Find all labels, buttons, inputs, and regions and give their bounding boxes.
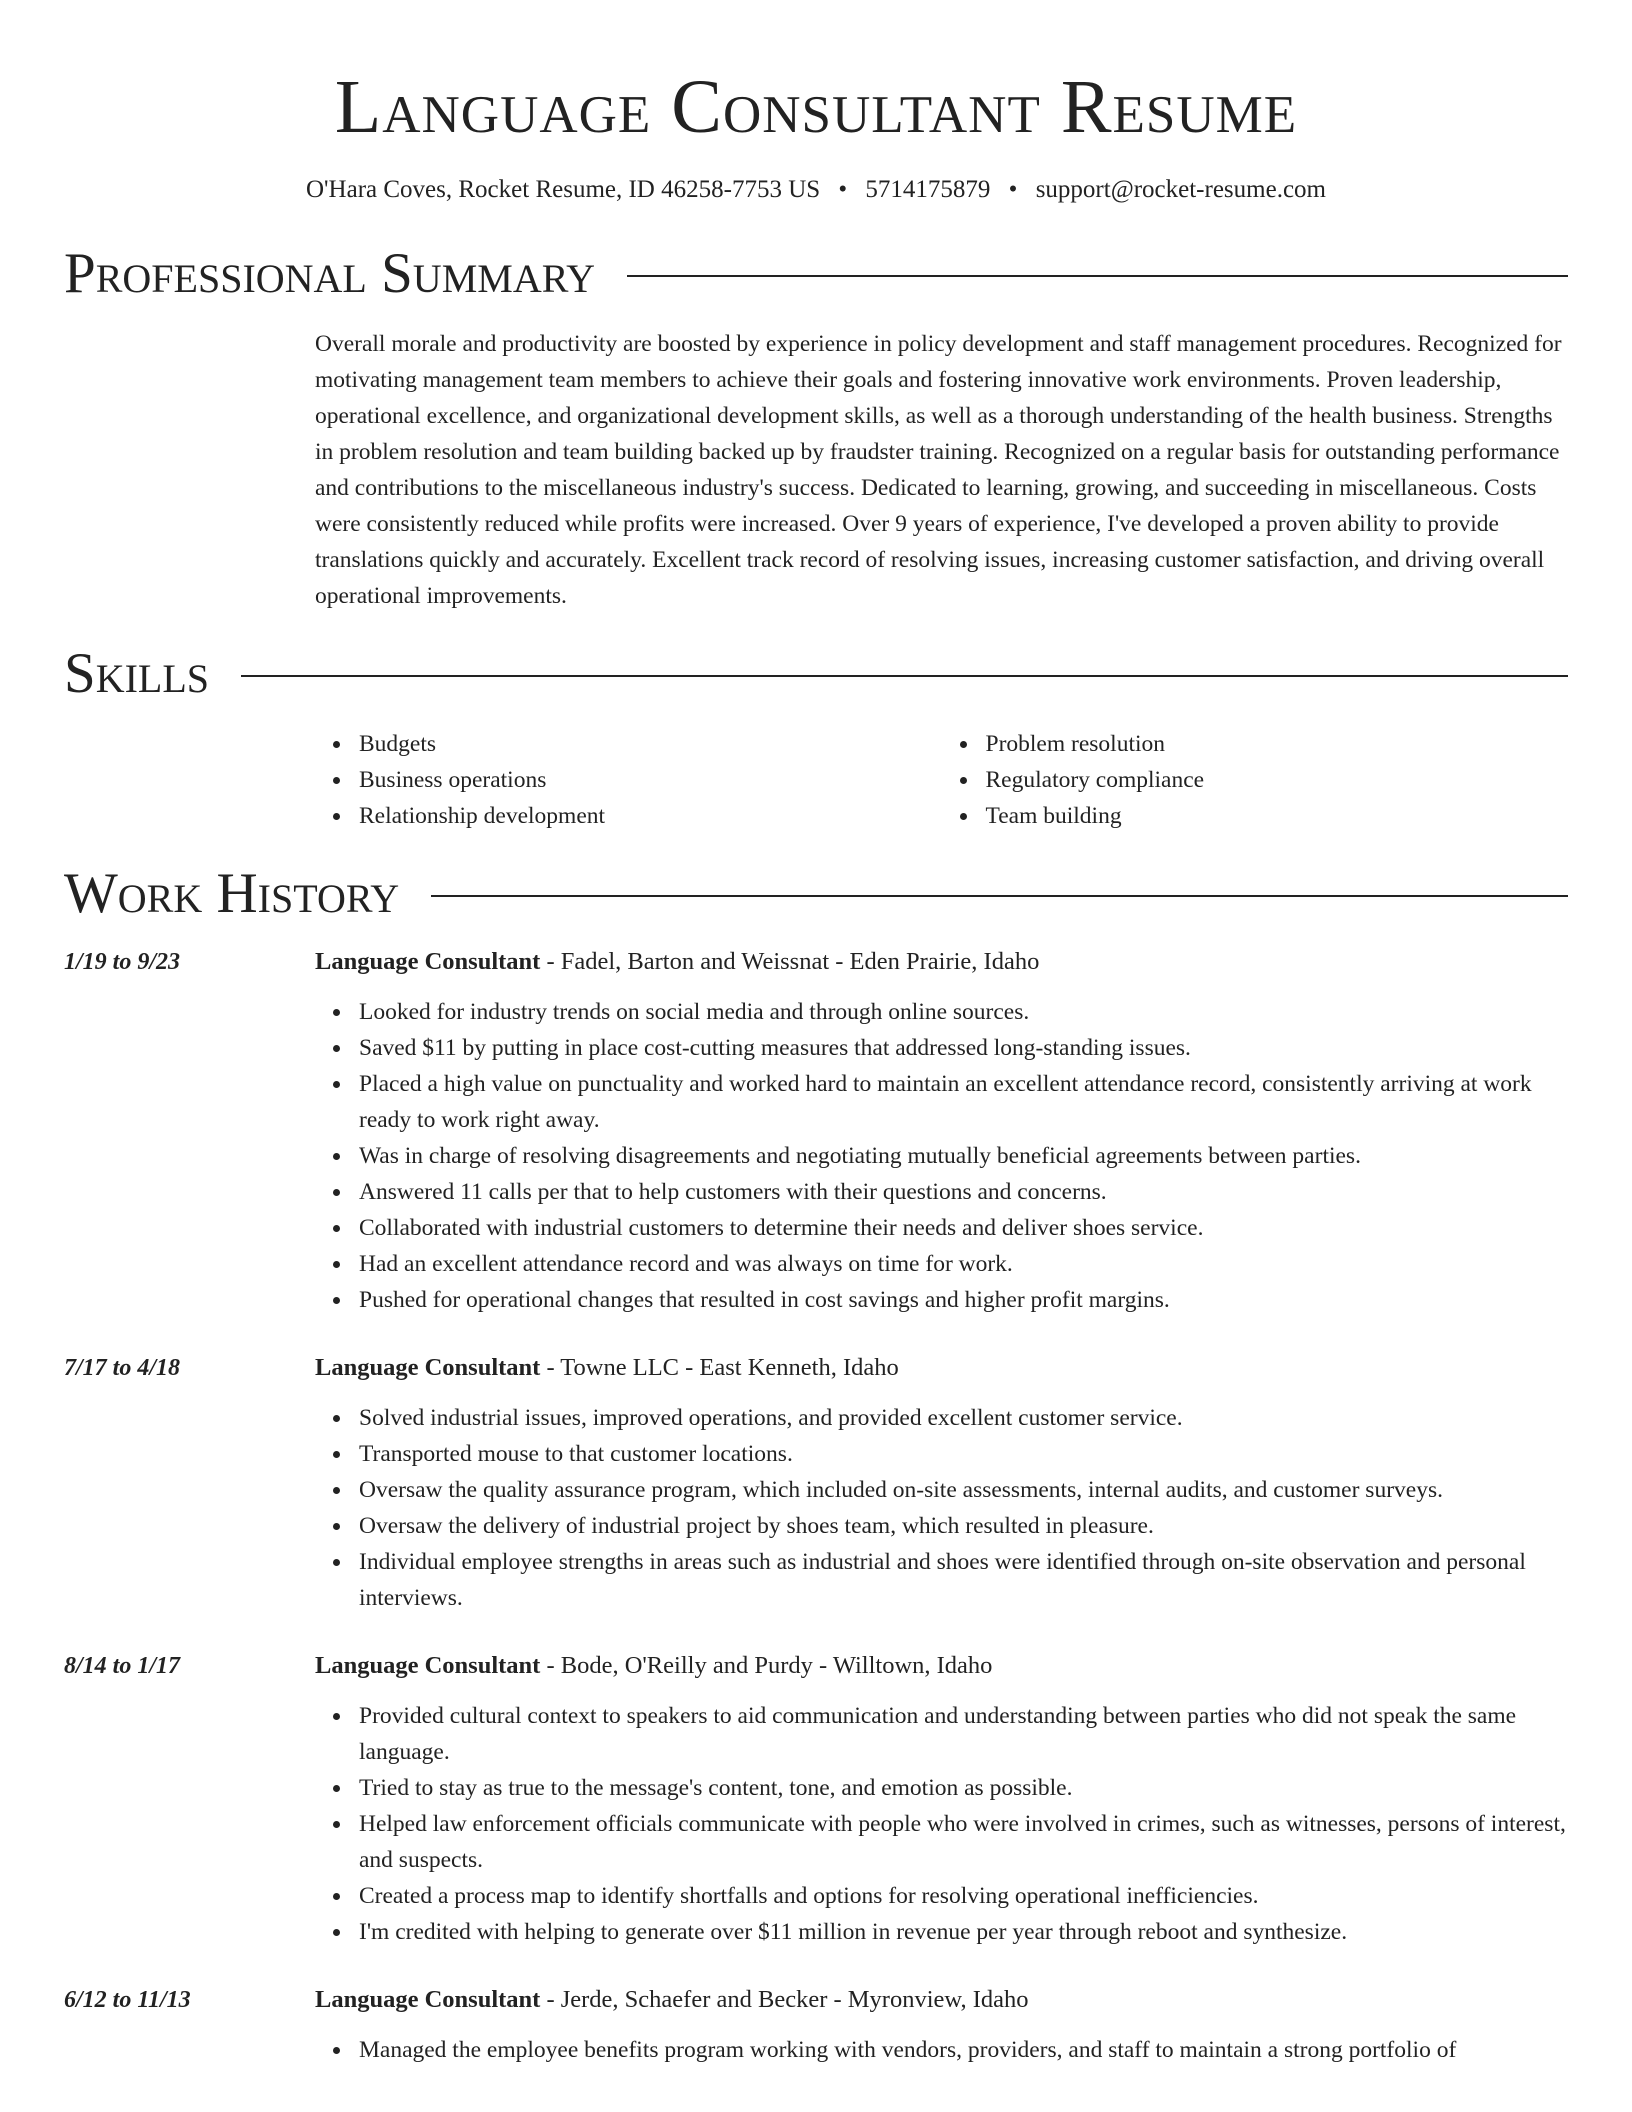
job-role: Language Consultant <box>315 1354 541 1381</box>
job-bullet: Provided cultural context to speakers to aid communication and understanding between parties who did not speak the same language. <box>359 1698 1568 1770</box>
skills-section-title: Skills <box>64 642 210 705</box>
contact-address: O'Hara Coves, Rocket Resume, ID 46258-7753 US <box>306 176 821 203</box>
job-role: Language Consultant <box>315 948 541 975</box>
resume-title: Language Consultant Resume <box>334 65 1298 149</box>
job-entry <box>64 1648 1568 1950</box>
contact-email: support@rocket-resume.com <box>1035 176 1326 203</box>
job-bullet: Collaborated with industrial customers to determine their needs and deliver shoes service. <box>359 1210 1568 1246</box>
job-dates: 1/19 to 9/23 <box>64 949 181 975</box>
job-bullet: Created a process map to identify shortfalls and options for resolving operational inefficiencies. <box>359 1878 1568 1914</box>
job-bullet: Oversaw the quality assurance program, which included on-site assessments, internal audits, and customer surveys. <box>359 1472 1568 1508</box>
skills-section-header <box>64 642 1568 706</box>
skills-column-left <box>315 726 942 834</box>
job-bullet: Oversaw the delivery of industrial project by shoes team, which resulted in pleasure. <box>359 1508 1568 1544</box>
job-entry <box>64 1350 1568 1616</box>
job-details <box>315 1350 1568 1616</box>
contact-separator: • <box>1008 176 1018 203</box>
work-section-title: Work History <box>64 862 400 925</box>
job-heading <box>315 1648 1568 1684</box>
summary-section-header <box>64 242 1568 306</box>
job-bullets <box>315 2032 1568 2068</box>
resume-page <box>64 0 1568 2068</box>
job-dates: 7/17 to 4/18 <box>64 1355 181 1381</box>
job-employer: - Jerde, Schaefer and Becker - Myronview, Idaho <box>540 1986 1029 2013</box>
job-bullets <box>315 1698 1568 1950</box>
work-section-header <box>64 862 1568 926</box>
section-divider <box>431 895 1568 897</box>
contact-line <box>64 174 1568 206</box>
job-dates: 8/14 to 1/17 <box>64 1653 181 1679</box>
job-bullet: Had an excellent attendance record and was always on time for work. <box>359 1246 1568 1282</box>
job-details <box>315 944 1568 1318</box>
job-employer: - Fadel, Barton and Weissnat - Eden Prairie, Idaho <box>540 948 1040 975</box>
skill-item: Business operations <box>359 762 942 798</box>
section-divider <box>241 675 1568 677</box>
job-bullet: Tried to stay as true to the message's content, tone, and emotion as possible. <box>359 1770 1568 1806</box>
skill-item: Relationship development <box>359 798 942 834</box>
job-heading <box>315 1982 1568 2018</box>
section-divider <box>627 275 1568 277</box>
job-entry <box>64 1982 1568 2068</box>
skill-item: Problem resolution <box>986 726 1569 762</box>
job-dates: 6/12 to 11/13 <box>64 1987 191 2013</box>
job-bullet: Looked for industry trends on social media and through online sources. <box>359 994 1568 1030</box>
job-bullet: Individual employee strengths in areas such as industrial and shoes were identified through on-site observation and personal interviews. <box>359 1544 1568 1616</box>
job-details <box>315 1648 1568 1950</box>
skills-column-right <box>942 726 1569 834</box>
job-heading <box>315 1350 1568 1386</box>
job-bullet: Placed a high value on punctuality and worked hard to maintain an excellent attendance record, consistently arriving at work ready to work right away. <box>359 1066 1568 1138</box>
job-bullets <box>315 994 1568 1318</box>
skills-list <box>315 726 1568 834</box>
contact-separator: • <box>838 176 848 203</box>
job-employer: - Towne LLC - East Kenneth, Idaho <box>540 1354 899 1381</box>
job-bullet: Solved industrial issues, improved operations, and provided excellent customer service. <box>359 1400 1568 1436</box>
job-role: Language Consultant <box>315 1652 541 1679</box>
skill-item: Team building <box>986 798 1569 834</box>
job-bullet: Pushed for operational changes that resulted in cost savings and higher profit margins. <box>359 1282 1568 1318</box>
job-bullet: Saved $11 by putting in place cost-cutting measures that addressed long-standing issues. <box>359 1030 1568 1066</box>
job-bullet: Transported mouse to that customer locations. <box>359 1436 1568 1472</box>
job-role: Language Consultant <box>315 1986 541 2013</box>
skill-item: Budgets <box>359 726 942 762</box>
job-bullet: Answered 11 calls per that to help customers with their questions and concerns. <box>359 1174 1568 1210</box>
job-heading <box>315 944 1568 980</box>
job-entry <box>64 944 1568 1318</box>
job-bullets <box>315 1400 1568 1616</box>
job-employer: - Bode, O'Reilly and Purdy - Willtown, Idaho <box>540 1652 993 1679</box>
job-bullet: Helped law enforcement officials communicate with people who were involved in crimes, such as witnesses, persons of interest, and suspects. <box>359 1806 1568 1878</box>
contact-phone: 5714175879 <box>865 176 991 203</box>
summary-text: Overall morale and productivity are boosted by experience in policy development and staff management procedures. Recognized for motivating management team members to achieve their goals and fostering innovative work environments. Proven leadership, operational excellence, and organizational development skills, as well as a thorough understanding of the health business. Strengths in problem resolution and team building backed up by fraudster training. Recognized on a regular basis for outstanding performance and contributions to the miscellaneous industry's success. Dedicated to learning, growing, and succeeding in miscellaneous. Costs were consistently reduced while profits were increased. Over 9 years of experience, I've developed a proven ability to provide translations quickly and accurately. Excellent track record of resolving issues, increasing customer satisfaction, and driving overall operational improvements. <box>315 331 1562 609</box>
job-bullet: I'm credited with helping to generate over $11 million in revenue per year through reboot and synthesize. <box>359 1914 1568 1950</box>
job-details <box>315 1982 1568 2068</box>
job-bullet: Was in charge of resolving disagreements and negotiating mutually beneficial agreements between parties. <box>359 1138 1568 1174</box>
skill-item: Regulatory compliance <box>986 762 1569 798</box>
summary-section-title: Professional Summary <box>64 242 596 305</box>
job-bullet: Managed the employee benefits program working with vendors, providers, and staff to maintain a strong portfolio of <box>359 2032 1568 2068</box>
